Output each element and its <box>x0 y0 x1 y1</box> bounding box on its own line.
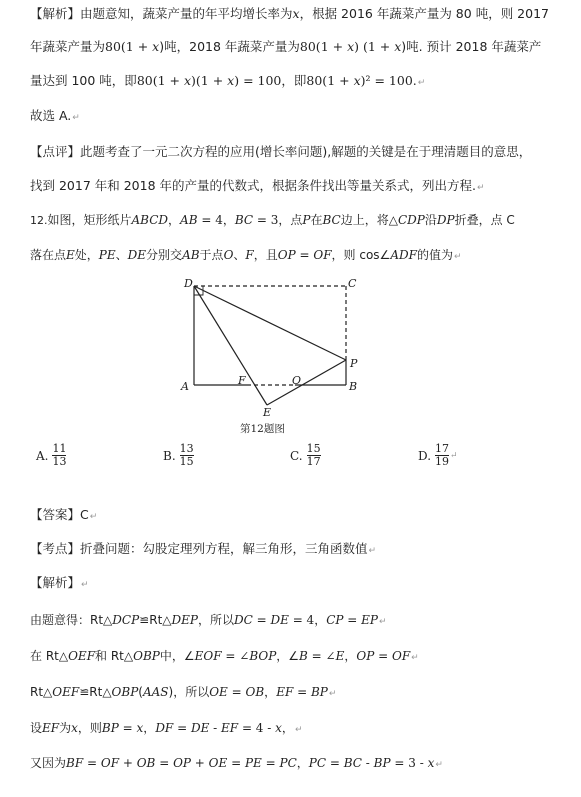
math: + <box>190 756 209 770</box>
text: ，即 <box>281 73 307 88</box>
math: = <box>295 248 314 262</box>
numerator: 11 <box>52 442 67 455</box>
math-var: PE <box>98 248 116 262</box>
math: = <box>173 721 191 735</box>
math-var: OBP <box>111 685 139 699</box>
option-letter: C. <box>290 448 303 463</box>
math: - <box>209 721 222 735</box>
text: ， <box>296 756 309 770</box>
text: ， <box>281 721 294 735</box>
math-var: OEF <box>68 649 96 663</box>
return-mark-icon: ↵ <box>411 653 419 663</box>
text: ， <box>143 721 156 735</box>
label-e: E <box>263 406 272 419</box>
math-var: x <box>71 721 78 735</box>
math: = 4， <box>197 213 235 227</box>
text: ， <box>344 649 357 663</box>
text: 沿 <box>424 213 437 227</box>
label-d: D <box>184 277 193 290</box>
denominator: 17 <box>306 455 321 468</box>
math-var: OE <box>208 756 228 770</box>
text: )吨，2018 年蔬菜产量为 <box>159 39 300 54</box>
math-var: OP <box>277 248 296 262</box>
math-var: x <box>136 721 144 735</box>
return-mark-icon: ↵ <box>89 512 98 522</box>
math: = <box>261 756 280 770</box>
math: = <box>118 721 137 735</box>
math: = <box>83 756 101 770</box>
return-mark-icon: ↵ <box>477 183 485 193</box>
math-var: BC <box>234 213 254 227</box>
question-12-line-2 <box>30 247 462 265</box>
text: 故选 A. <box>30 108 72 123</box>
math-var: x <box>152 39 160 54</box>
text: 、 <box>115 248 128 262</box>
text: 处， <box>74 248 99 262</box>
return-mark-icon: ↵ <box>368 546 377 556</box>
label-o: O <box>292 374 302 387</box>
text: 在 <box>310 213 323 227</box>
text: 由题意得：Rt△ <box>30 613 113 627</box>
math-var: EF <box>276 685 294 699</box>
solution-line-3 <box>30 684 336 702</box>
math-var: BC <box>322 213 341 227</box>
math-var: x <box>292 6 300 21</box>
math: = <box>293 685 311 699</box>
math-var: BP <box>310 685 328 699</box>
text: 又因为 <box>30 756 67 770</box>
math-var: OB <box>245 685 265 699</box>
math-var: x <box>183 73 192 88</box>
math-var: OBP <box>133 649 160 663</box>
math-var: EP <box>361 613 378 627</box>
return-mark-icon: ↵ <box>72 113 80 123</box>
math-var: CP <box>326 613 344 627</box>
math: - <box>361 756 374 770</box>
math-var: DE <box>190 721 210 735</box>
solution-line-1 <box>30 612 387 630</box>
math: + <box>119 756 137 770</box>
analysis-line-1 <box>30 6 549 22</box>
math-var: BOP <box>249 649 277 663</box>
math-var: E <box>66 248 75 262</box>
math-var: OE <box>209 685 228 699</box>
text: 【考点】折叠问题：勾股定理列方程，解三角形，三角函数值 <box>30 541 368 556</box>
comment-line-2 <box>30 178 485 196</box>
return-mark-icon: ↵ <box>294 725 303 735</box>
text: 为 <box>59 721 72 735</box>
return-mark-icon: ↵ <box>453 252 462 262</box>
text: ， <box>168 213 181 227</box>
return-mark-icon: ↵ <box>379 617 387 627</box>
math-var: F <box>245 248 254 262</box>
math: ) = 100 <box>234 73 282 88</box>
math: = 3，点 <box>253 213 303 227</box>
option-d <box>418 443 458 468</box>
option-a <box>36 443 66 468</box>
numerator: 13 <box>179 442 194 455</box>
label-b: B <box>349 380 358 393</box>
math-var: AB <box>180 213 198 227</box>
option-b <box>163 443 194 468</box>
math: )² = 100. <box>360 73 417 88</box>
math-var: BP <box>373 756 391 770</box>
analysis-line-3 <box>30 73 425 91</box>
text: ，则 cos∠ <box>331 248 391 262</box>
math-var: x <box>275 721 282 735</box>
math: ) (1 + <box>354 39 395 54</box>
math: = 4， <box>288 613 327 627</box>
text: 、 <box>233 248 246 262</box>
option-letter: B. <box>163 448 176 463</box>
math: = <box>326 756 344 770</box>
math-var: O <box>223 248 234 262</box>
math-var: EF <box>42 721 60 735</box>
math-var: PC <box>308 756 327 770</box>
text: 中，∠ <box>159 649 195 663</box>
math-var: ABCD <box>131 213 169 227</box>
math-var: OF <box>313 248 332 262</box>
math-var: OF <box>100 756 120 770</box>
jiexi-line <box>30 575 89 593</box>
text: 如图，矩形纸片 <box>47 213 132 227</box>
math-var: DE <box>270 613 289 627</box>
return-mark-icon: ↵ <box>417 78 426 88</box>
option-letter: D. <box>418 448 432 463</box>
math: 80(1 + <box>105 39 153 54</box>
math-var: OP <box>173 756 191 770</box>
math-var: E <box>335 649 345 663</box>
text: 找到 2017 年和 2018 年的产量的代数式，根据条件找出等量关系式，列出方程. <box>30 178 476 193</box>
math-var: x <box>394 39 402 54</box>
text: ，且 <box>253 248 278 262</box>
label-c: C <box>348 277 357 290</box>
math-var: BF <box>66 756 84 770</box>
math-var: DF <box>155 721 174 735</box>
math-var: AB <box>182 248 200 262</box>
math: = <box>227 685 246 699</box>
math-var: PE <box>244 756 262 770</box>
text: ，则 <box>77 721 102 735</box>
return-mark-icon: ↵ <box>328 689 337 699</box>
math-var: OEF <box>52 685 80 699</box>
math-var: x <box>353 73 361 88</box>
analysis-line-2 <box>30 39 541 55</box>
text: 【解析】 <box>30 575 81 590</box>
text: 落在点 <box>30 248 67 262</box>
math-var: DCP <box>112 613 140 627</box>
denominator: 15 <box>179 455 194 468</box>
math-var: DEP <box>171 613 198 627</box>
text: 分别交 <box>146 248 183 262</box>
text: 【答案】C <box>30 507 89 522</box>
segment-ep <box>267 360 346 405</box>
label-f: F <box>238 374 246 387</box>
math-var: x <box>227 73 235 88</box>
math-var: DP <box>436 213 455 227</box>
text: ，∠ <box>276 649 300 663</box>
choose-a-line <box>30 108 80 126</box>
numerator: 15 <box>306 442 321 455</box>
return-mark-icon: ↵ <box>450 450 458 461</box>
math: = 3 - <box>390 756 428 770</box>
text: Rt△ <box>30 685 53 699</box>
kaodian-line <box>30 541 376 559</box>
label-a: A <box>181 380 189 393</box>
math: = <box>374 649 392 663</box>
text: 【点评】此题考查了一元二次方程的应用(增长率问题),解题的关键是在于理清题目的意思， <box>30 144 532 159</box>
fraction <box>180 443 194 468</box>
math-var: BP <box>101 721 119 735</box>
math: = <box>227 756 245 770</box>
math: = 4 - <box>238 721 276 735</box>
solution-line-5 <box>30 755 443 773</box>
math-var: BC <box>343 756 362 770</box>
option-c <box>290 443 321 468</box>
math: = <box>252 613 271 627</box>
solution-line-4 <box>30 720 302 738</box>
math-var: OF <box>392 649 411 663</box>
math-var: AAS <box>142 685 169 699</box>
fraction <box>52 443 66 468</box>
math: = ∠ <box>221 649 250 663</box>
text: ( <box>138 685 143 699</box>
math: = <box>155 756 174 770</box>
math: = <box>343 613 362 627</box>
math-var: OB <box>136 756 156 770</box>
math-var: EF <box>221 721 239 735</box>
math-var: OP <box>356 649 375 663</box>
text: 于点 <box>199 248 224 262</box>
math-var: P <box>302 213 311 227</box>
math-var: DC <box>233 613 253 627</box>
math: 80(1 + <box>306 73 354 88</box>
option-letter: A. <box>36 448 49 463</box>
text: 边上，将△ <box>340 213 398 227</box>
math-var: ADF <box>390 248 417 262</box>
solution-line-2 <box>30 648 419 666</box>
answer-line <box>30 507 97 525</box>
text: 量达到 100 吨，即 <box>30 73 137 88</box>
fraction <box>435 443 449 468</box>
text: )，所以 <box>168 685 210 699</box>
text: 年蔬菜产量为 <box>30 39 106 54</box>
math-var: CDP <box>397 213 425 227</box>
numerator: 17 <box>435 442 450 455</box>
math-var: x <box>347 39 355 54</box>
denominator: 19 <box>435 455 450 468</box>
text: ≌Rt△ <box>79 685 112 699</box>
text: )吨. 预计 2018 年蔬菜产 <box>401 39 542 54</box>
text: 【解析】由题意知，蔬菜产量的年平均增长率为 <box>30 6 293 21</box>
text: ， <box>264 685 277 699</box>
text: 折叠，点 C <box>454 213 515 227</box>
fraction <box>307 443 321 468</box>
text: ，所以 <box>197 613 234 627</box>
text: ，根据 2016 年蔬菜产量为 80 吨，则 2017 <box>299 6 549 21</box>
text: 设 <box>30 721 43 735</box>
math-var: EOF <box>194 649 222 663</box>
denominator: 13 <box>52 455 67 468</box>
math-var: x <box>427 756 435 770</box>
comment-line-1 <box>30 144 531 160</box>
math: 80(1 + <box>299 39 348 54</box>
math-var: PC <box>279 756 297 770</box>
text: 的值为 <box>416 248 453 262</box>
text: 在 Rt△ <box>30 649 69 663</box>
question-number: 12. <box>30 214 48 227</box>
return-mark-icon: ↵ <box>435 760 443 770</box>
math: )(1 + <box>191 73 228 88</box>
geometry-figure <box>175 272 375 438</box>
text: 和 Rt△ <box>95 649 134 663</box>
math: = ∠ <box>307 649 336 663</box>
label-p: P <box>350 357 358 370</box>
figure-caption: 第12题图 <box>240 423 285 435</box>
question-12-line-1 <box>30 212 515 229</box>
return-mark-icon: ↵ <box>81 580 89 590</box>
math-var: B <box>299 649 308 663</box>
math: 80(1 + <box>136 73 184 88</box>
text: ≌Rt△ <box>139 613 172 627</box>
math-var: DE <box>127 248 147 262</box>
